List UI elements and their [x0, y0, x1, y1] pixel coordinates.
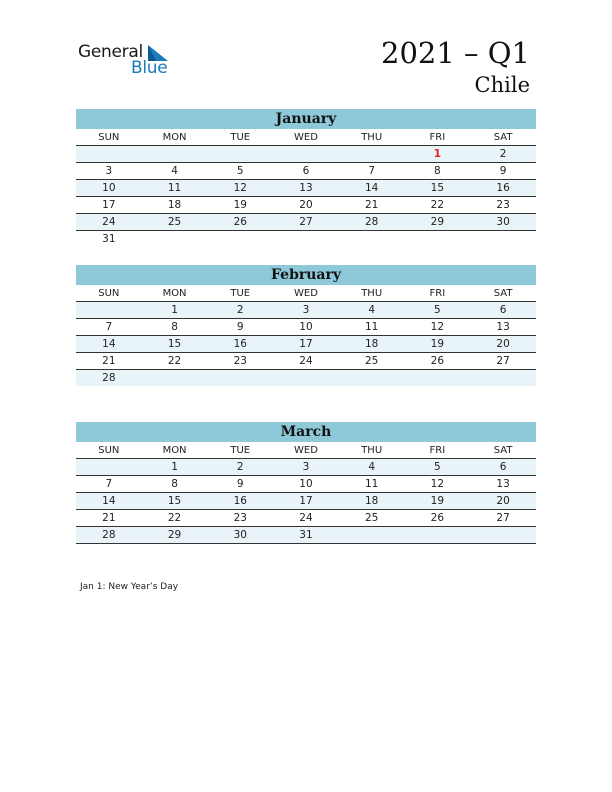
empty-day-cell: [339, 146, 405, 163]
week-row: [76, 146, 536, 163]
period-title: 2021 – Q1: [381, 36, 530, 70]
week-row: [76, 231, 536, 248]
empty-day-cell: [339, 231, 405, 248]
day-cell: 30: [207, 527, 273, 544]
month-calendar-table: [76, 442, 536, 544]
holiday-note: Jan 1: New Year’s Day: [80, 582, 179, 592]
day-cell: 6: [470, 302, 536, 319]
weekday-label: SUN: [76, 129, 142, 146]
day-cell: 30: [470, 214, 536, 231]
day-cell: 12: [207, 180, 273, 197]
day-cell: 9: [470, 163, 536, 180]
weekday-label: THU: [339, 442, 405, 459]
day-cell: 3: [273, 459, 339, 476]
day-cell: 9: [207, 476, 273, 493]
day-cell: 25: [339, 510, 405, 527]
day-cell: 7: [76, 319, 142, 336]
week-row: [76, 353, 536, 370]
day-cell: 10: [273, 319, 339, 336]
weekday-label: SUN: [76, 442, 142, 459]
month-title: February: [76, 265, 536, 285]
country-name: Chile: [474, 73, 530, 97]
day-cell: 5: [405, 302, 471, 319]
holiday-list: [80, 582, 178, 592]
week-row: [76, 319, 536, 336]
weekday-header-row: [76, 442, 536, 459]
day-cell: 31: [102, 233, 116, 245]
empty-day-cell: [273, 231, 339, 248]
weekday-label: FRI: [405, 442, 471, 459]
month-title: January: [76, 109, 536, 129]
day-cell: 29: [405, 214, 471, 231]
empty-day-cell: [142, 146, 208, 163]
day-cell: 21: [339, 197, 405, 214]
day-cell: 18: [339, 336, 405, 353]
day-cell: 4: [339, 302, 405, 319]
day-cell: 8: [405, 163, 471, 180]
week-row: [76, 214, 536, 231]
empty-day-cell: [470, 231, 536, 248]
week-row: [76, 336, 536, 353]
day-cell: 17: [76, 197, 142, 214]
day-cell: 7: [76, 476, 142, 493]
day-cell: 18: [142, 197, 208, 214]
day-cell: 22: [405, 197, 471, 214]
week-row: [76, 476, 536, 493]
week-row: [76, 163, 536, 180]
empty-day-cell: [76, 302, 142, 319]
day-cell: 3: [273, 302, 339, 319]
day-cell: 1: [405, 146, 471, 163]
day-cell: 14: [339, 180, 405, 197]
day-cell: 28: [339, 214, 405, 231]
day-cell: 18: [339, 493, 405, 510]
day-cell: 25: [142, 214, 208, 231]
day-cell: 16: [207, 493, 273, 510]
day-cell: 24: [273, 510, 339, 527]
week-row: [76, 370, 536, 387]
day-cell: 5: [207, 163, 273, 180]
day-cell: 13: [470, 476, 536, 493]
week-row: [76, 493, 536, 510]
empty-day-cell: [273, 146, 339, 163]
day-cell: 6: [470, 459, 536, 476]
weekday-label: WED: [273, 285, 339, 302]
empty-day-cell: [405, 370, 471, 387]
weekday-label: SAT: [470, 285, 536, 302]
day-cell: 8: [142, 476, 208, 493]
weekday-label: TUE: [207, 129, 273, 146]
day-cell: 16: [470, 180, 536, 197]
day-cell: 20: [470, 336, 536, 353]
day-cell: 7: [339, 163, 405, 180]
month-calendar-table: [76, 285, 536, 386]
day-cell: 20: [470, 493, 536, 510]
month-calendar-table: [76, 129, 536, 247]
weekday-label: WED: [273, 129, 339, 146]
weekday-label: MON: [142, 129, 208, 146]
week-rows: [76, 146, 536, 248]
empty-day-cell: [470, 370, 536, 387]
day-cell: 11: [339, 319, 405, 336]
month-title: March: [76, 422, 536, 442]
weekday-label: FRI: [405, 129, 471, 146]
day-cell: 12: [405, 476, 471, 493]
empty-day-cell: [76, 459, 142, 476]
day-cell: 25: [339, 353, 405, 370]
day-cell: 20: [273, 197, 339, 214]
day-cell: 2: [470, 146, 536, 163]
day-cell: 27: [470, 510, 536, 527]
logo-text-blue: Blue: [131, 58, 168, 78]
day-cell: 31: [273, 527, 339, 544]
empty-day-cell: [405, 527, 471, 544]
day-cell: 17: [273, 336, 339, 353]
day-cell: 11: [339, 476, 405, 493]
weekday-label: FRI: [405, 285, 471, 302]
day-cell: 19: [405, 493, 471, 510]
weekday-label: SUN: [76, 285, 142, 302]
day-cell: 29: [142, 527, 208, 544]
empty-day-cell: [207, 370, 273, 387]
week-row: [76, 459, 536, 476]
day-cell: 22: [142, 353, 208, 370]
day-cell: 27: [273, 214, 339, 231]
week-row: [76, 302, 536, 319]
day-cell: 14: [76, 493, 142, 510]
day-cell: 21: [76, 510, 142, 527]
day-cell: 9: [207, 319, 273, 336]
day-cell: 8: [142, 319, 208, 336]
day-cell: 24: [76, 214, 142, 231]
day-cell: 1: [142, 459, 208, 476]
weekday-label: WED: [273, 442, 339, 459]
weekday-header-row: [76, 285, 536, 302]
month-block-march: [76, 422, 536, 544]
day-cell: 10: [76, 180, 142, 197]
day-cell: 5: [405, 459, 471, 476]
month-block-january: [76, 109, 536, 247]
day-cell: 13: [470, 319, 536, 336]
weekday-label: TUE: [207, 442, 273, 459]
day-cell: 28: [76, 370, 142, 387]
week-row: [76, 180, 536, 197]
day-cell: 3: [76, 163, 142, 180]
day-cell: 24: [273, 353, 339, 370]
day-cell: 6: [273, 163, 339, 180]
day-cell: 15: [405, 180, 471, 197]
empty-day-cell: [470, 527, 536, 544]
weekday-label: MON: [142, 285, 208, 302]
day-cell: 10: [273, 476, 339, 493]
week-row: [76, 197, 536, 214]
day-cell: 1: [142, 302, 208, 319]
day-cell: 27: [470, 353, 536, 370]
empty-day-cell: [142, 370, 208, 387]
weekday-label: SAT: [470, 442, 536, 459]
weekday-label: MON: [142, 442, 208, 459]
empty-day-cell: [76, 146, 142, 163]
month-block-february: [76, 265, 536, 386]
weekday-label: THU: [339, 285, 405, 302]
empty-day-cell: [339, 527, 405, 544]
empty-day-cell: [339, 370, 405, 387]
weekday-label: THU: [339, 129, 405, 146]
empty-day-cell: [207, 146, 273, 163]
day-cell: 15: [142, 493, 208, 510]
day-cell: 22: [142, 510, 208, 527]
empty-day-cell: [142, 231, 208, 248]
week-rows: [76, 459, 536, 544]
day-cell: 17: [273, 493, 339, 510]
day-cell: 19: [207, 197, 273, 214]
day-cell: 4: [339, 459, 405, 476]
weekday-label: TUE: [207, 285, 273, 302]
day-cell: 23: [470, 197, 536, 214]
day-cell: 14: [76, 336, 142, 353]
day-cell: 26: [207, 214, 273, 231]
week-rows: [76, 302, 536, 387]
day-cell: 2: [207, 302, 273, 319]
week-row: [76, 510, 536, 527]
day-cell: 19: [405, 336, 471, 353]
day-cell: 26: [405, 510, 471, 527]
day-cell: 16: [207, 336, 273, 353]
empty-day-cell: [207, 231, 273, 248]
day-cell: 15: [142, 336, 208, 353]
day-cell: 26: [405, 353, 471, 370]
day-cell: 13: [273, 180, 339, 197]
logo: [78, 42, 178, 82]
day-cell: 23: [207, 353, 273, 370]
day-cell: 2: [207, 459, 273, 476]
weekday-header-row: [76, 129, 536, 146]
day-cell: 4: [142, 163, 208, 180]
day-cell: 28: [76, 527, 142, 544]
day-cell: 23: [207, 510, 273, 527]
day-cell: 11: [142, 180, 208, 197]
empty-day-cell: [405, 231, 471, 248]
day-cell: 12: [405, 319, 471, 336]
week-row: [76, 527, 536, 544]
weekday-label: SAT: [470, 129, 536, 146]
empty-day-cell: [273, 370, 339, 387]
day-cell: 21: [76, 353, 142, 370]
logo-text-general: General: [78, 42, 143, 62]
